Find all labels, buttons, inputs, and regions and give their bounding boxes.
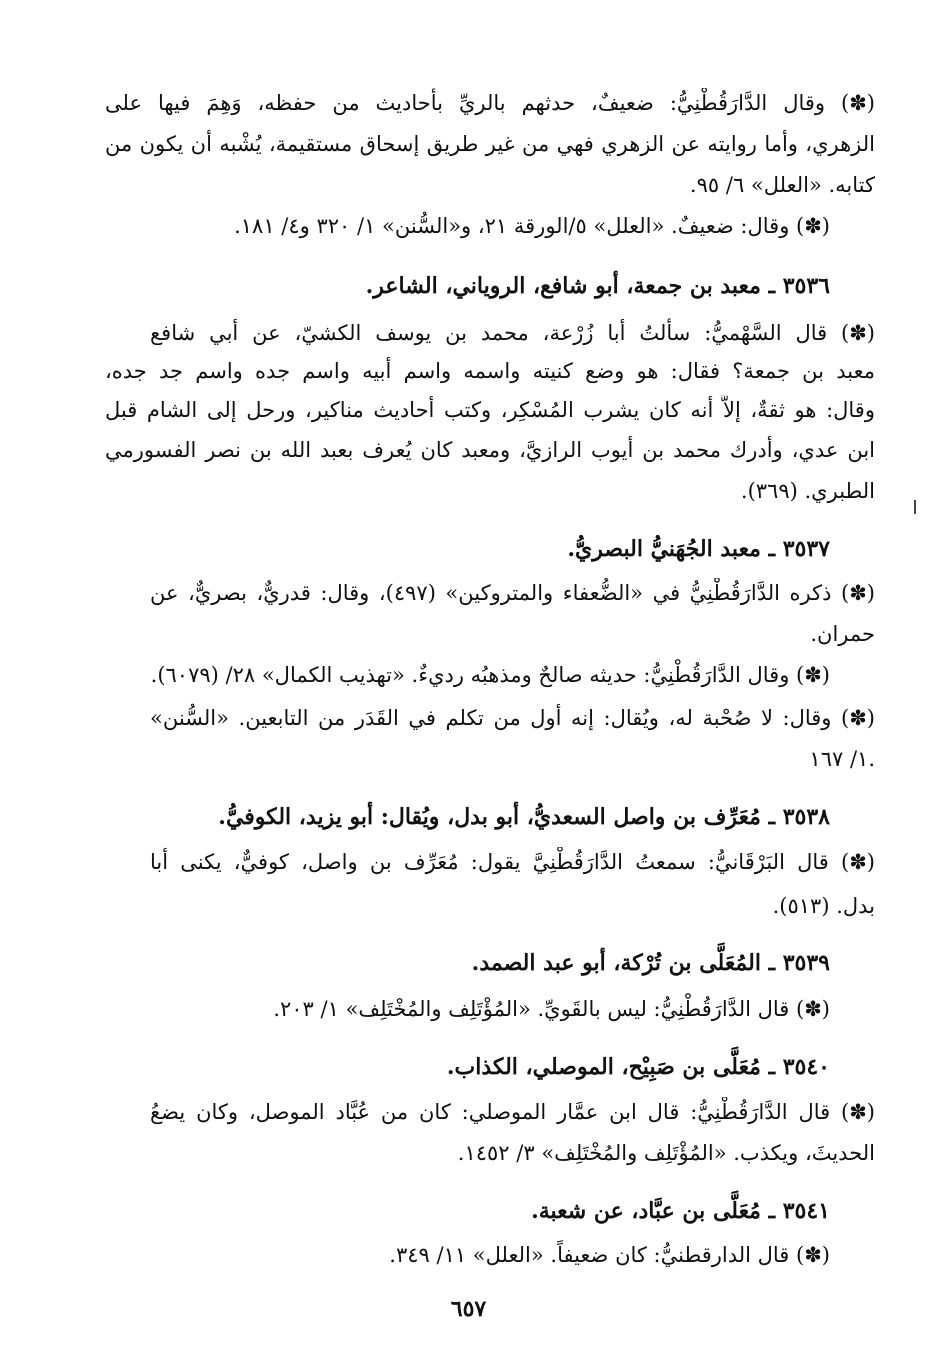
paragraph-line: (✽) قال الدَّارَقُطْنِيُّ: ليس بالقَويِّ. «المُؤْتَلِف والمُخْتَلِف» ١/ ٢٠٣. [273,997,830,1021]
paragraph-line: (✽) وقال: ضعيفٌ. «العلل» ٥/الورقة ٢١، و«السُّنن» ١/ ٣٢٠ و٤/ ١٨١. [234,214,830,238]
paragraph-line: (✽) قال البَرْقَانيُّ: سمعتُ الدَّارَقُطْنِيَّ يقول: مُعَرِّف بن واصل، كوفيٌّ، يكنى أبا [150,850,875,874]
paragraph-line: حمران. [810,622,875,646]
paragraph-line: (✽) قال الدَّارَقُطْنِيُّ: قال ابن عمَّار الموصلي: كان من عُبَّاد الموصل، وكان يضعُ [150,1100,875,1124]
paragraph-line: ابن عدي، وأدرك محمد بن أيوب الرازيَّ، ومعبد كان يُعرف بعبد الله بن نصر الفسورمي [105,438,875,462]
paragraph-line: (✽) قال الدارقطنيُّ: كان ضعيفاً. «العلل» ١١/ ٣٤٩. [389,1243,830,1267]
entry-heading: ٣٥٣٦ ـ معبد بن جمعة، أبو شافع، الروياني، الشاعر. [365,273,830,299]
entry-heading: ٣٥٤١ ـ مُعَلَّى بن عبَّاد، عن شعبة. [531,1198,830,1224]
margin-mark [914,500,916,514]
entry-heading: ٣٥٣٨ ـ مُعَرِّف بن واصل السعديُّ، أبو بدل، ويُقال: أبو يزيد، الكوفيُّ. [218,804,830,830]
entry-heading: ٣٥٣٩ ـ المُعَلَّى بن تُرْكة، أبو عبد الصمد. [471,950,830,976]
entry-heading: ٣٥٤٠ ـ مُعَلَّى بن صَبِيْح، الموصلي، الكذاب. [446,1054,830,1080]
paragraph-line: (✽) قال السَّهْميُّ: سألتُ أبا زُرْعة، محمد بن يوسف الكشيّ، عن أبي شافع [150,321,875,345]
paragraph-line: بدل. (٥١٣). [772,894,875,918]
paragraph-line: الحديثَ، ويكذب. «المُؤْتَلِف والمُخْتَلِف» ٣/ ١٤٥٢. [457,1141,875,1165]
paragraph-line: كتابه. «العلل» ٦/ ٩٥. [689,173,875,197]
paragraph-line: (✽) ذكره الدَّارَقُطْنِيُّ في «الضُّعفاء والمتروكين» (٤٩٧)، وقال: قدريٌّ، بصريٌّ، عن [150,581,875,605]
paragraph-line: الطبري. (٣٦٩). [740,479,875,503]
paragraph-line: وقال: هو ثقةٌ، إلاَّ أنه كان يشرب المُسْكِر، وكتب أحاديث مناكير، ورحل إلى الشام قبل [105,398,875,422]
paragraph-line: (✽) وقال الدَّارَقُطْنِيُّ: حديثه صالحٌ ومذهبُه رديءٌ. «تهذيب الكمال» ٢٨/ (٦٠٧٩). [150,663,830,687]
paragraph-line: (✽) وقال الدَّارَقُطْنِيُّ: ضعيفٌ، حدثهم بالريِّ بأحاديث من حفظه، وَهِمَ فيها على [105,91,875,115]
page-number: ٦٥٧ [450,1296,487,1322]
paragraph-line: معبد بن جمعة؟ فقال: هو وضع كنيته واسمه واسم أبيه واسم جده واسم جد جده، [105,359,875,383]
paragraph-line: (✽) وقال: لا صُحْبة له، ويُقال: إنه أول من تكلم في القَدَر من التابعين. «السُّنن» [150,706,875,730]
paragraph-line: ١/ ١٦٧. [809,747,875,771]
entry-heading: ٣٥٣٧ ـ معبد الجُهَنيُّ البصريُّ. [567,536,830,562]
paragraph-line: الزهري، وأما روايته عن الزهري فهي من غير طريق إسحاق مستقيمة، يُشْبه أن يكون من [105,132,875,156]
